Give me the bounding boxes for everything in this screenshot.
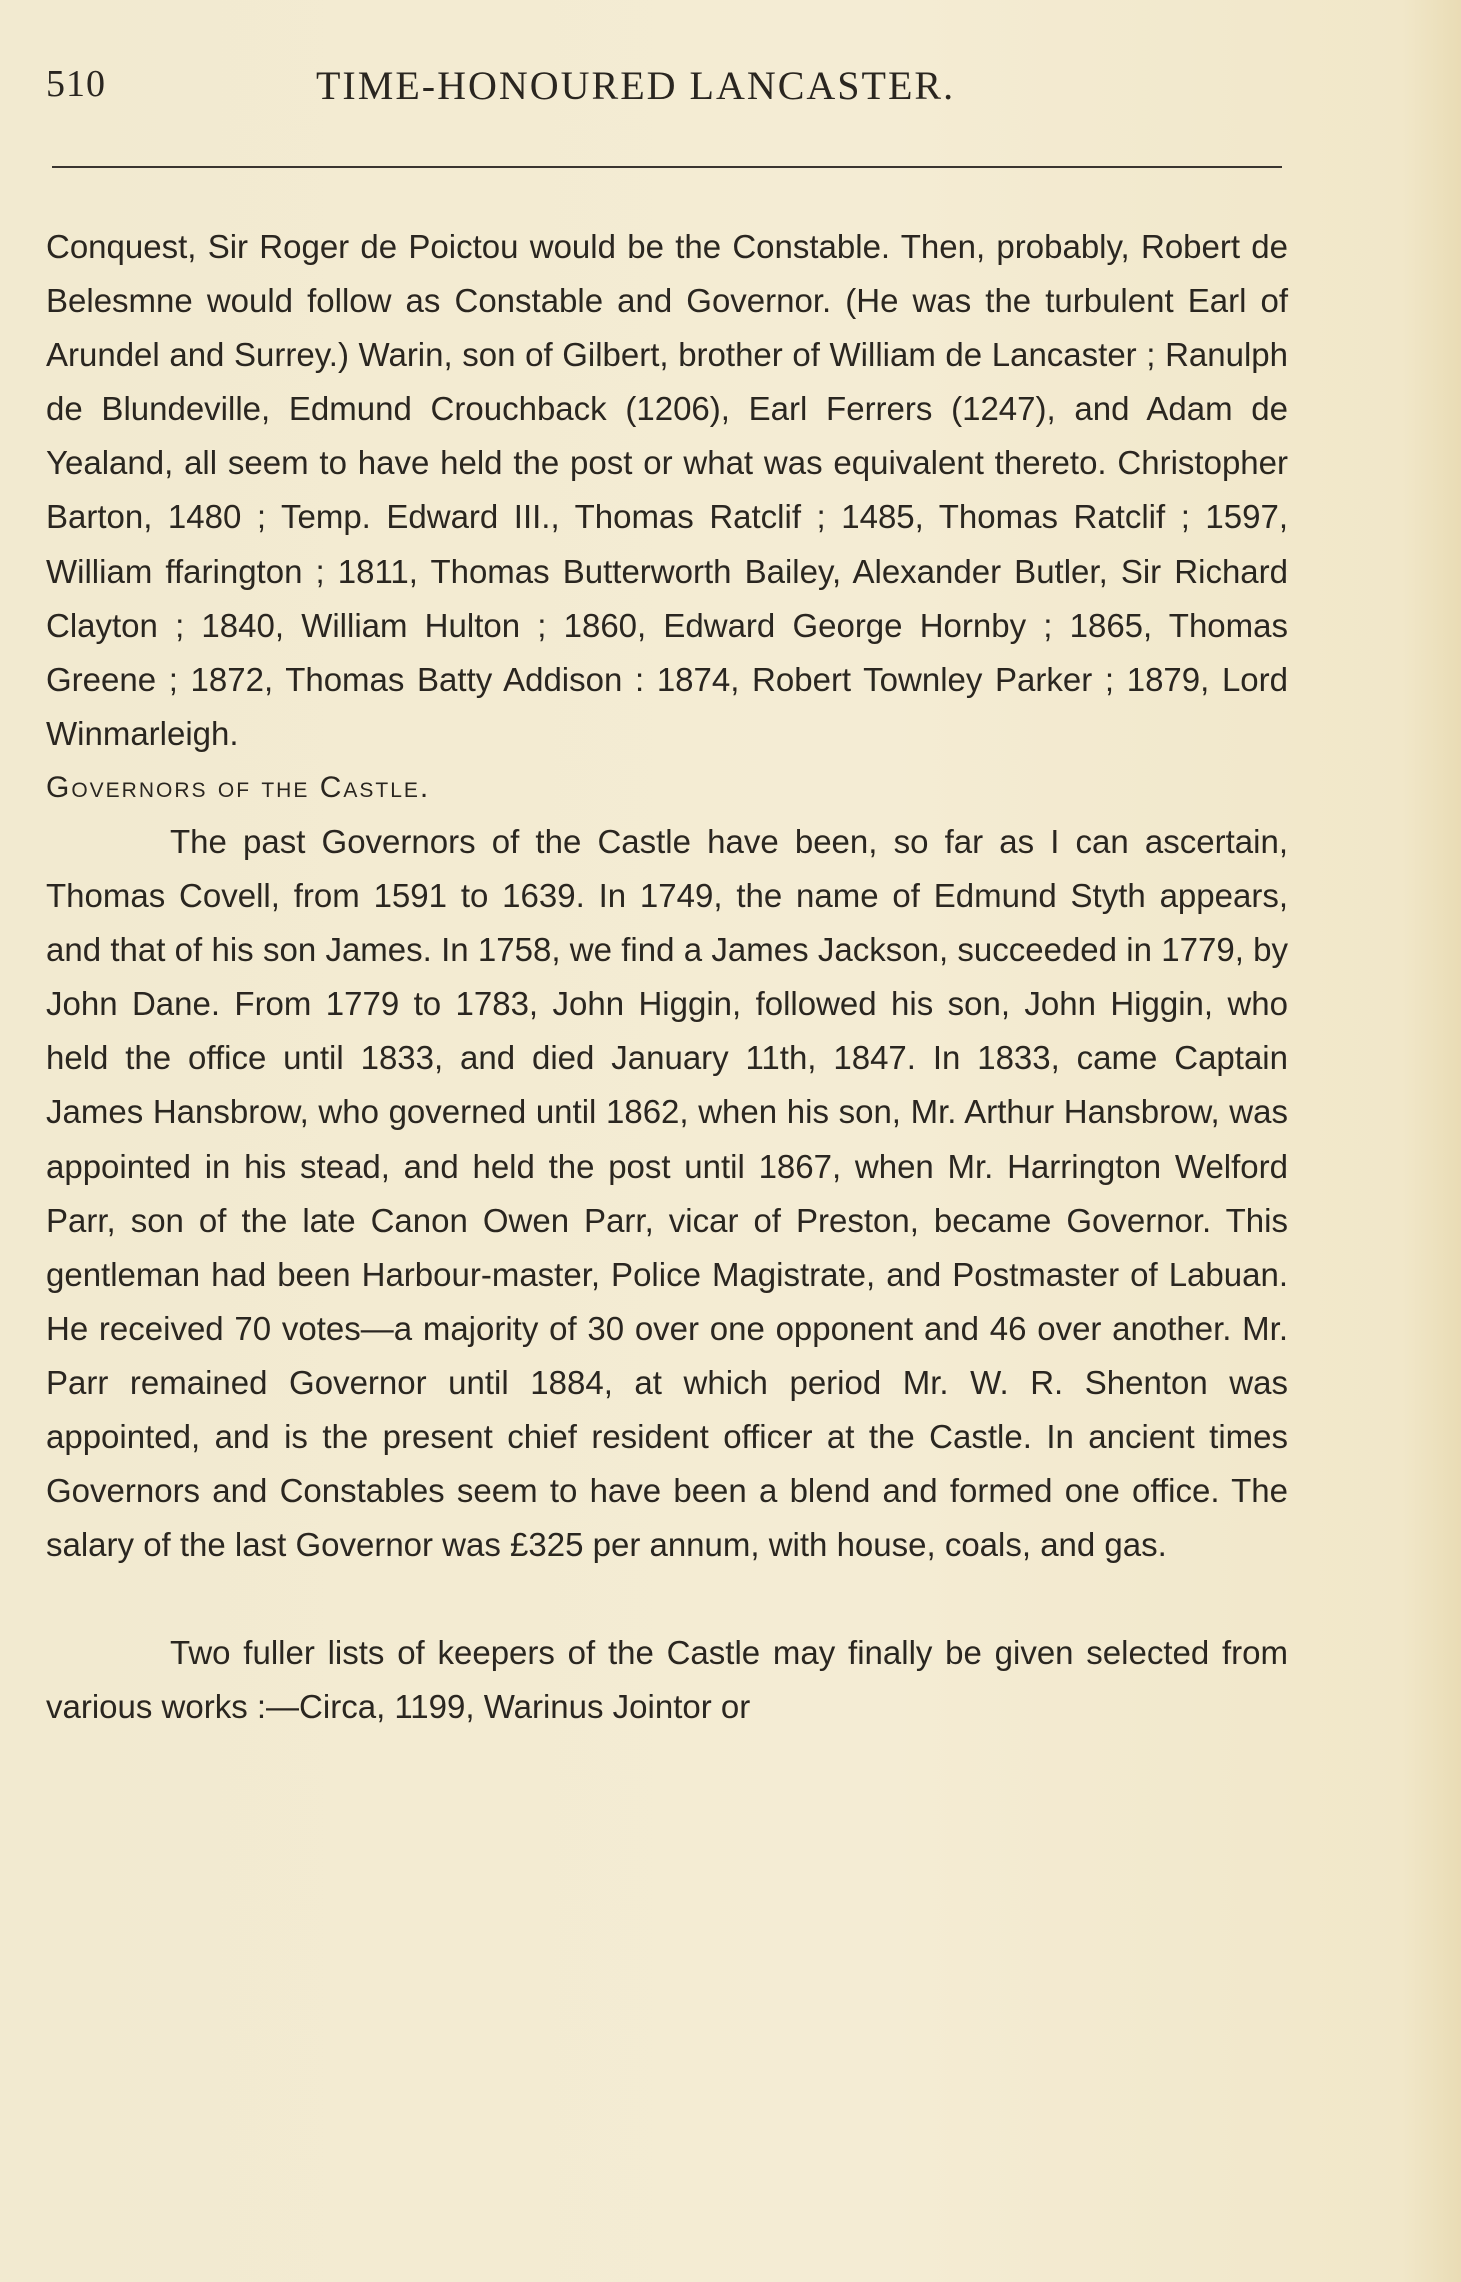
paragraph-governors: The past Governors of the Castle have been, so far as I can ascertain, Thomas Covell, from 1591 to 1639. In 1749, the name of Edmund Styth appears, and that of his son James. In 1758, we find a James Jackson, succeeded in 1779, by John Dane. From 1779 to 1783, John Higgin, followed his son, John Higgin, who held the office until 1833, and died January 11th, 1847. In 1833, came Captain James Hansbrow, who governed until 1862, when his son, Mr. Arthur Hansbrow, was appointed in his stead, and held the post until 1867, when Mr. Harrington Welford Parr, son of the late Canon Owen Parr, vicar of Preston, became Governor. This gentleman had been Harbour-master, Police Magistrate, and Postmaster of Labuan. He received 70 votes—a majority of 30 over one opponent and 46 over another. Mr. Parr remained Governor until 1884, at which period Mr. W. R. Shenton was appointed, and is the present chief resident officer at the Castle. In ancient times Governors and Constables seem to have been a blend and formed one office. The salary of the last Governor was £325 per annum, with house, coals, and gas. — [46, 822, 1288, 1564]
header-rule — [52, 166, 1282, 168]
section-heading-governors: Governors of the Castle. — [46, 770, 431, 804]
page-number: 510 — [46, 63, 106, 105]
paragraph-keepers: Two fuller lists of keepers of the Castle may finally be given selected from various works :—Circa, 1199, Warinus Jointor or — [46, 1634, 1288, 1726]
body-text — [46, 220, 1288, 1734]
page-header — [46, 62, 1286, 122]
paragraph-constables: Conquest, Sir Roger de Poictou would be the Constable. Then, probably, Robert de Belesmne would follow as Constable and Governor. (He was the turbulent Earl of Arundel and Surrey.) Warin, son of Gilbert, brother of William de Lancaster ; Ranulph de Blundeville, Edmund Crouchback (1206), Earl Ferrers (1247), and Adam de Yealand, all seem to have held the post or what was equivalent thereto. Christopher Barton, 1480 ; Temp. Edward III., Thomas Ratclif ; 1485, Thomas Ratclif ; 1597, William ffarington ; 1811, Thomas Butterworth Bailey, Alexander Butler, Sir Richard Clayton ; 1840, William Hulton ; 1860, Edward George Hornby ; 1865, Thomas Greene ; 1872, Thomas Batty Addison : 1874, Robert Townley Parker ; 1879, Lord Winmarleigh. — [46, 228, 1288, 752]
running-head: TIME-HONOURED LANCASTER. — [316, 63, 956, 108]
